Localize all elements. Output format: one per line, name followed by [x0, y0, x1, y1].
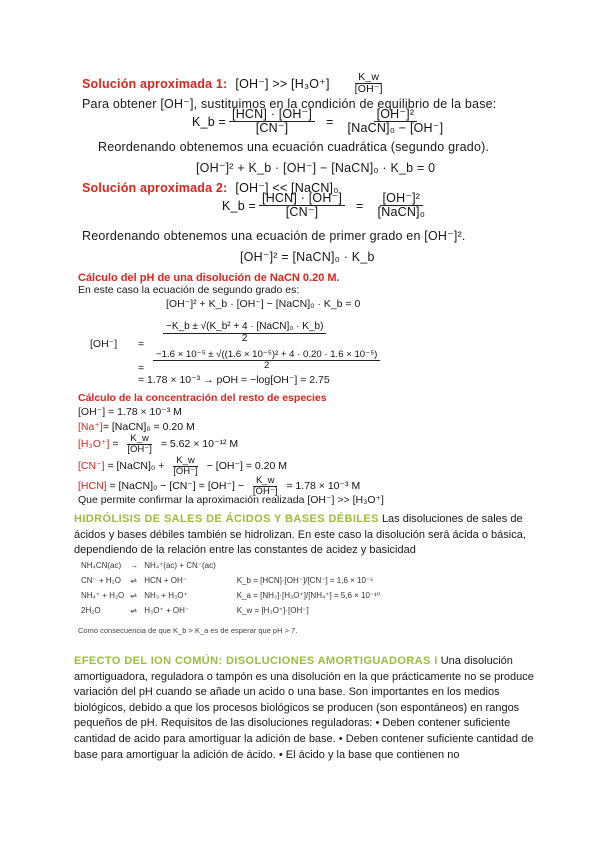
- fraction-numerator: [HCN] · [OH⁻]: [259, 192, 345, 206]
- fraction-numerator: [OH⁻]²: [380, 192, 424, 206]
- kw-over-oh-fraction: [352, 72, 386, 95]
- oh-concentration: [OH⁻] = 1.78 × 10⁻³ M: [78, 406, 182, 418]
- kb2-fraction-2: [375, 192, 429, 219]
- paragraph-substitution: Para obtener [OH⁻], sustituimos en la condición de equilibrio de la base:: [82, 97, 497, 111]
- second-degree-intro: En este caso la ecuación de segundo grado es:: [78, 284, 300, 296]
- na-concentration: [78, 421, 195, 433]
- fraction-denominator: 2: [241, 332, 248, 344]
- kb2-fraction-1: [259, 192, 345, 219]
- kw-fraction: [170, 456, 201, 477]
- reactants: 2H₂O: [81, 606, 101, 615]
- approx-solution-2-heading: Solución aproximada 2:: [82, 180, 228, 195]
- common-ion-section: [74, 654, 534, 763]
- cn-expression-b: − [OH⁻] = 0.20 M: [203, 460, 287, 473]
- kb-label: K_b =: [222, 198, 257, 213]
- h3o-value: = 5.62 × 10⁻¹² M: [157, 438, 239, 451]
- reaction-row: [78, 603, 383, 618]
- reaction-arrow: ⇌: [130, 606, 137, 615]
- reaction-arrow: →: [130, 561, 139, 570]
- fraction-denominator: [NaCN]₀: [377, 205, 426, 220]
- na-symbol: [Na⁺]: [78, 421, 103, 433]
- hydrolysis-text: Las disoluciones de sales de ácidos y bases débiles también se hidrolizan. En este caso la disolución será ácida o básica, dependiendo de la relación entre las constantes de acidez y basicidad: [74, 513, 526, 557]
- reaction-row: [78, 558, 383, 573]
- na-expression: = [NaCN]₀ = 0.20 M: [102, 421, 195, 433]
- kb-equation-2: [222, 192, 431, 219]
- products: NH₄⁺(ac) + CN⁻(ac): [144, 561, 216, 570]
- equals-sign: =: [138, 362, 145, 374]
- hydrolysis-reactions-table: [78, 558, 383, 618]
- fraction-denominator: [CN⁻]: [285, 205, 319, 220]
- fraction-denominator: [CN⁻]: [255, 121, 289, 136]
- kb-fraction-1: [229, 108, 315, 135]
- equilibrium-constant: K_b = [HCN]·[OH⁻]/[CN⁻] = 1,6 × 10⁻⁵: [236, 576, 374, 585]
- common-ion-text: Una disolución amortiguadora, reguladora o tampón es una disolución en la que prácticamente no se produce variación del pH cuando se añade un acido o una base. Son importantes en los medios biológicos, debido a que los procesos biológicos se producen (son espontáneos) en rangos pequeños de pH. Requisitos de las disoluciones reguladoras: • Deben contener suficiente cantidad de acido para amortiguar la adición de base. • Deben contener suficiente cantidad de base para amortiguar la adición de ácido. • El ácido y la base que contienen no: [74, 655, 534, 761]
- fraction-numerator: [HCN] · [OH⁻]: [229, 108, 315, 122]
- h3o-concentration: [78, 434, 238, 455]
- fraction-numerator: −K_b ± √(K_b² + 4 · [NaCN]₀ · K_b): [163, 322, 326, 334]
- equilibrium-constant: K_a = [NH₃]·[H₃O⁺]/[NH₄⁺] = 5,6 × 10⁻¹⁰: [236, 591, 381, 600]
- reactants: CN⁻ + H₂O: [81, 576, 121, 585]
- approx-solution-1-heading: Solución aproximada 1:: [82, 76, 228, 91]
- ph-result: = 1.78 × 10⁻³ → pOH = −log[OH⁻] = 2.75: [138, 374, 330, 386]
- hcn-expression-a: = [NaCN]₀ − [CN⁻] = [OH⁻] −: [106, 480, 247, 493]
- products: NH₃ + H₃O⁺: [144, 591, 188, 600]
- fraction-denominator: 2: [264, 360, 270, 372]
- paragraph-first-degree: Reordenando obtenemos una ecuación de primer grado en [OH⁻]².: [82, 229, 466, 243]
- quadratic-equation-nacn: [OH⁻]² + K_b · [OH⁻] − [NaCN]₀ · K_b = 0: [166, 298, 361, 310]
- h3o-symbol: [H₃O⁺]: [78, 438, 110, 451]
- hcn-symbol: [HCN]: [78, 480, 107, 493]
- kw-fraction: [124, 434, 155, 455]
- approximation-conclusion: Que permite confirmar la aproximación realizada [OH⁻] >> [H₃O⁺]: [78, 494, 384, 506]
- fraction-numerator: K_w: [127, 434, 151, 445]
- hcn-expression-b: = 1.78 × 10⁻³ M: [283, 480, 361, 493]
- fraction-denominator: [OH⁻]: [127, 443, 152, 455]
- quadratic-formula-fraction: [163, 322, 326, 344]
- reaction-arrow: ⇌: [130, 576, 137, 585]
- approx-solution-1-condition: [OH⁻] >> [H₃O⁺]: [235, 77, 330, 92]
- kb-fraction-2: [345, 108, 447, 135]
- quadratic-numeric-fraction: [153, 350, 380, 371]
- products: H₃O⁺ + OH⁻: [144, 606, 190, 615]
- equals-sign: =: [138, 338, 145, 350]
- cn-symbol: [CN⁻]: [78, 460, 105, 473]
- paragraph-quadratic: Reordenando obtenemos una ecuación cuadrática (segundo grado).: [98, 140, 490, 154]
- equals-sign: =: [356, 198, 364, 213]
- approx-solution-2-condition: [OH⁻] << [NaCN]₀: [235, 181, 339, 195]
- fraction-numerator: K_w: [173, 456, 197, 467]
- quadratic-numeric: [150, 350, 383, 371]
- equilibrium-constant: K_w = [H₃O⁺]·[OH⁻]: [236, 606, 309, 615]
- fraction-denominator: [OH⁻]: [354, 83, 383, 96]
- kb-label: K_b =: [192, 114, 227, 129]
- fraction-numerator: K_w: [355, 72, 382, 84]
- ph-calculation-heading: Cálculo del pH de una disolución de NaCN 0.20 M.: [78, 272, 340, 284]
- reaction-arrow: ⇌: [130, 591, 137, 600]
- quadratic-equation: [OH⁻]² + K_b · [OH⁻] − [NaCN]₀ · K_b = 0: [196, 161, 436, 175]
- reactants: NH₄CN(ac): [81, 561, 122, 570]
- fraction-numerator: −1.6 × 10⁻⁵ ± √((1.6 × 10⁻⁵)² + 4 · 0.20 · 1.6 × 10⁻⁵): [153, 350, 380, 361]
- equilibrium-constant: [219, 558, 383, 573]
- species-heading: Cálculo de la concentración del resto de especies: [78, 392, 327, 404]
- equals-sign: =: [109, 438, 122, 451]
- hydrolysis-heading: HIDRÓLISIS DE SALES DE ÁCIDOS Y BASES DÉBILES: [74, 513, 379, 525]
- products: HCN + OH⁻: [144, 576, 187, 585]
- reactants: NH₄⁺ + H₂O: [81, 591, 125, 600]
- fraction-numerator: [OH⁻]²: [374, 108, 418, 122]
- fraction-denominator: [NaCN]₀ − [OH⁻]: [347, 121, 444, 136]
- fraction-denominator: [OH⁻]: [173, 465, 198, 477]
- equals-sign: =: [326, 114, 334, 129]
- hydrolysis-section: [74, 512, 534, 559]
- reaction-row: [78, 588, 383, 603]
- hydrolysis-note: Como consecuencia de que K_b > K_a es de esperar que pH > 7.: [78, 626, 298, 635]
- cn-concentration: [78, 456, 287, 477]
- reaction-row: [78, 573, 383, 588]
- common-ion-heading: EFECTO DEL ION COMÚN: DISOLUCIONES AMORTIGUADORAS I: [74, 655, 438, 667]
- oh-symbol: [OH⁻]: [90, 338, 118, 350]
- fraction-numerator: K_w: [253, 476, 277, 487]
- approx-solution-1-line: [82, 72, 389, 95]
- kb-equation-1: [192, 108, 449, 135]
- quadratic-formula: [160, 322, 329, 344]
- cn-expression-a: = [NaCN]₀ +: [104, 460, 168, 473]
- linear-equation: [OH⁻]² = [NaCN]₀ · K_b: [240, 250, 375, 264]
- fraction-denominator: [OH⁻]: [252, 485, 278, 497]
